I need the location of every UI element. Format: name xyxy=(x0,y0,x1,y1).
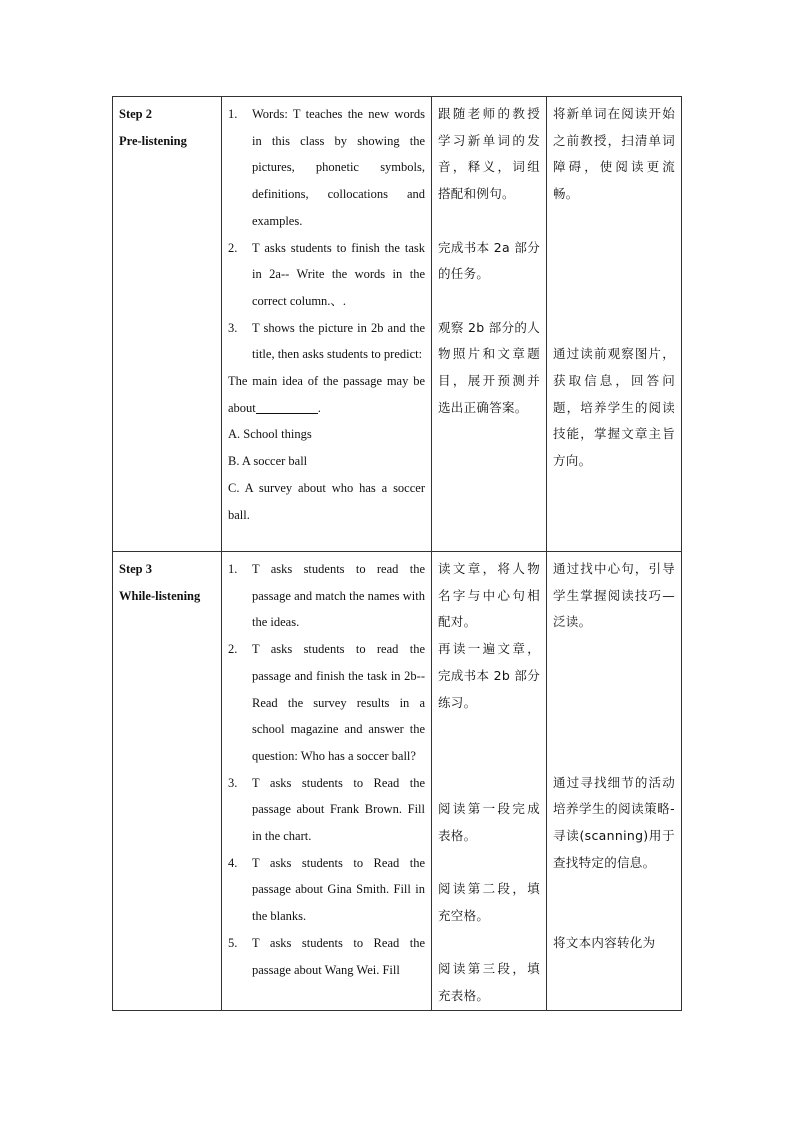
list-item xyxy=(228,235,425,315)
step-cell xyxy=(113,97,222,552)
spacer xyxy=(553,636,675,770)
list-item xyxy=(228,636,425,770)
design-aim: 通过读前观察图片，获取信息，回答问题，培养学生的阅读技能，掌握文章主旨方向。 xyxy=(553,346,675,469)
list-item xyxy=(228,930,425,983)
table-row xyxy=(113,97,682,552)
spacer xyxy=(438,288,540,315)
student-activity: 再读一遍文章，完成书本 2b 部分练习。 xyxy=(438,641,540,710)
design-aim: 将文本内容转化为 xyxy=(553,934,656,950)
answer-blank xyxy=(256,399,318,414)
item-number: 3. xyxy=(228,320,238,335)
item-number: 2. xyxy=(228,642,238,657)
question-suffix: . xyxy=(317,400,321,415)
question-text xyxy=(228,368,425,421)
design-aim: 通过找中心句，引导学生掌握阅读技巧—泛读。 xyxy=(553,561,675,630)
teacher-activity-cell xyxy=(222,552,432,1011)
step-cell xyxy=(113,552,222,1011)
item-number: 3. xyxy=(228,775,238,790)
student-activity: 阅读第一段完成表格。 xyxy=(438,801,540,843)
spacer xyxy=(438,716,540,796)
item-text: T asks students to Read the passage about Frank Brown. Fill in the chart. xyxy=(252,775,425,844)
activity-list xyxy=(228,101,425,368)
item-text: T asks students to Read the passage about Gina Smith. Fill in the blanks. xyxy=(252,855,425,924)
item-number: 5. xyxy=(228,935,238,950)
student-activity: 跟随老师的教授学习新单词的发音，释义，词组搭配和例句。 xyxy=(438,106,540,202)
step-name: Pre-listening xyxy=(119,133,187,148)
student-activity: 观察 2b 部分的人物照片和文章题目，展开预测并选出正确答案。 xyxy=(438,319,540,415)
student-activity-cell xyxy=(432,97,547,552)
step-number: Step 2 xyxy=(119,107,152,121)
item-text: T asks students to finish the task in 2a-- Write the words in the correct column.、. xyxy=(252,240,425,308)
step-name: While-listening xyxy=(119,588,201,603)
lesson-plan-table xyxy=(112,96,682,1011)
spacer xyxy=(553,208,675,342)
design-aim: 通过寻找细节的活动培养学生的阅读策略-寻读(scanning)用于查找特定的信息。 xyxy=(553,774,675,870)
student-activity: 阅读第三段，填充表格。 xyxy=(438,961,540,1004)
spacer xyxy=(438,930,540,957)
student-activity: 读文章，将人物名字与中心句相配对。 xyxy=(438,561,540,630)
student-activity: 阅读第二段，填充空格。 xyxy=(438,881,540,924)
list-item xyxy=(228,770,425,850)
option-b: B. A soccer ball xyxy=(228,454,308,469)
design-aim: 将新单词在阅读开始之前教授，扫清单词障碍，使阅读更流畅。 xyxy=(553,106,675,202)
student-activity-cell xyxy=(432,552,547,1011)
spacer xyxy=(438,850,540,877)
item-text: T asks students to read the passage and match the names with the ideas. xyxy=(252,562,425,630)
item-text: Words: T teaches the new words in this class by showing the pictures, phonetic symbols, definitions, collocations and examples. xyxy=(252,107,425,228)
item-text: T asks students to read the passage and finish the task in 2b-- Read the survey results in a school magazine and answer the question: Who has a soccer ball? xyxy=(252,642,425,763)
list-item xyxy=(228,556,425,636)
list-item xyxy=(228,101,425,235)
list-item xyxy=(228,315,425,368)
item-number: 1. xyxy=(228,107,238,121)
design-aim-cell xyxy=(547,97,682,552)
table-row xyxy=(113,552,682,1011)
design-aim-cell xyxy=(547,552,682,1011)
spacer xyxy=(553,876,675,929)
step-number: Step 3 xyxy=(119,562,152,576)
option-a: A. School things xyxy=(228,427,312,442)
list-item xyxy=(228,850,425,930)
item-number: 4. xyxy=(228,855,238,870)
student-activity: 完成书本 2a 部分的任务。 xyxy=(438,239,540,282)
spacer xyxy=(438,208,540,235)
activity-list xyxy=(228,556,425,983)
item-number: 1. xyxy=(228,562,238,576)
option-c: C. A survey about who has a soccer ball. xyxy=(228,480,425,522)
item-text: T shows the picture in 2b and the title, then asks students to predict: xyxy=(252,320,425,362)
item-text: T asks students to Read the passage about Wang Wei. Fill xyxy=(252,935,425,977)
item-number: 2. xyxy=(228,240,238,255)
question-prefix: The main idea of the passage may be about xyxy=(228,374,425,415)
teacher-activity-cell xyxy=(222,97,432,552)
